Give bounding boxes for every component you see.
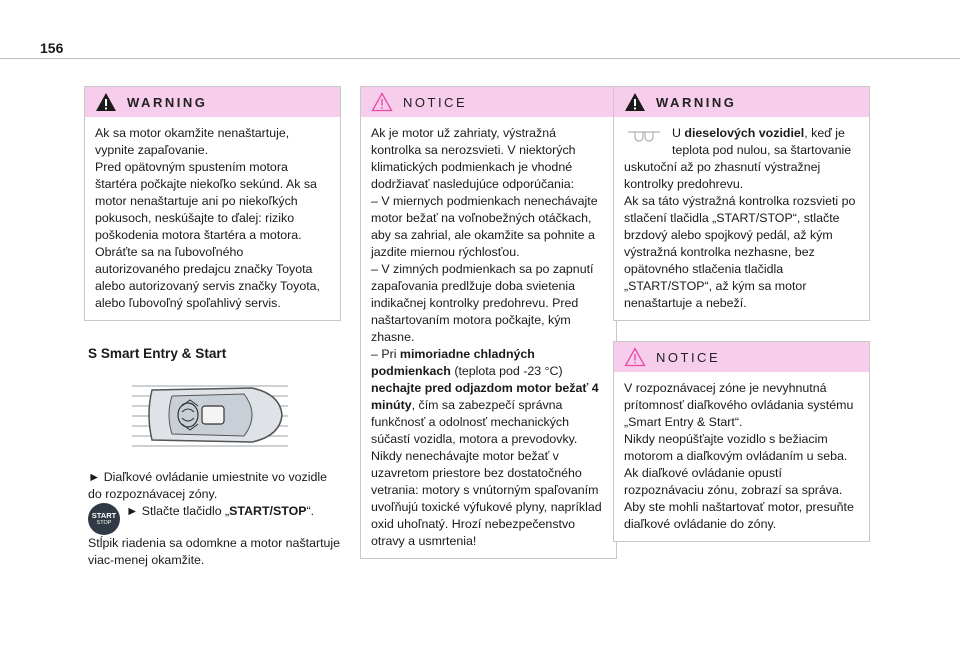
step-place-remote: ► Diaľkové ovládanie umiestnite vo vozidle do rozpoznávacej zóny. <box>88 470 328 501</box>
warning-header <box>85 87 340 117</box>
notice-triangle-icon <box>624 347 646 367</box>
warning-body <box>85 117 340 320</box>
notice-p5: Nikdy nenechávajte motor bežať v uzavretom priestore bez dostatočného vetrania: motory s vnútorným spaľovaním uvoľňujú toxické výfukové plyny, napríklad oxid uhoľnatý. Hrozí nebezpečenstvo otravy a usmrtenia! <box>371 449 602 548</box>
notice-box-remote <box>613 341 870 542</box>
warning-triangle-icon <box>95 92 117 112</box>
notice-header <box>361 87 616 117</box>
p4-e: , čím sa zabezpečí správna funkčnosť a odolnosť mechanických súčastí vozidla, motora a prevodovky. <box>371 398 578 446</box>
warning-box-diesel <box>613 86 870 321</box>
notice-header-remote <box>614 342 869 372</box>
step-press-button <box>88 503 341 535</box>
notice-title-remote: NOTICE <box>656 349 721 365</box>
diesel-p1-c: , keď je teplota pod nulou, sa štartovanie uskutoční až po zhasnutí výstražnej kontrolky predohrevu. <box>624 126 852 191</box>
diesel-p2: Ak sa táto výstražná kontrolka rozsvieti po stlačení tlačidla „START/STOP“, stlačte brzdový alebo spojkový pedál, až kým výstražná kontrolka nezhasne, bez opätovného stlačenia tlačidla „START/STOP“, až kým sa motor nenaštartuje a nebeží. <box>624 194 856 310</box>
warning-title-diesel: WARNING <box>656 94 737 110</box>
notice-p3: – V zimných podmienkach sa po zapnutí zapaľovania predlžuje doba svietenia indikačnej kontrolky predohrevu. Pred naštartovaním motora počkajte, kým zhasne. <box>371 262 594 344</box>
warning-header-diesel <box>614 87 869 117</box>
p4-b: mimoriadne chladných podmienkach <box>371 347 535 378</box>
glow-plug-icon <box>624 127 664 147</box>
warning-title: WARNING <box>127 94 208 110</box>
instructions <box>88 469 341 569</box>
diesel-p1-b: dieselových vozidiel <box>684 126 805 140</box>
column-right <box>613 86 870 542</box>
page-number: 156 <box>40 40 64 56</box>
diesel-p1-a: U <box>672 126 685 140</box>
p4-c: (teplota pod -23 °C) <box>450 364 563 378</box>
notice-title: NOTICE <box>403 94 468 110</box>
step2-suffix: “. <box>306 504 315 518</box>
warning-body-diesel <box>614 117 869 320</box>
notice-triangle-icon <box>371 92 393 112</box>
step2-bold: START/STOP <box>229 504 307 518</box>
notice-body <box>361 117 616 558</box>
after-text: Stĺpik riadenia sa odomkne a motor naštartuje viac-menej okamžite. <box>88 536 341 567</box>
notice-p2: – V miernych podmienkach nenechávajte motor bežať na voľnobežných otáčkach, aby sa zahrial, ale okamžite sa pohnite a jazdite miernou rýchlosťou. <box>371 194 598 259</box>
warning-text: Ak sa motor okamžite nenaštartuje, vypnite zapaľovanie. Pred opätovným spustením motora štartéra počkajte niekoľko sekúnd. Ak sa motor nenaštartuje ani po niekoľkých pokusoch, neskúšajte to ďalej: riziko poškodenia motora štartéra a motora. Obráťte sa na ľubovoľného autorizovaného predajcu značky Toyota alebo autorizovaný servis značky Toyota, alebo ľubovoľný spoľahlivý servis. <box>95 126 320 310</box>
p4-a: – Pri <box>371 347 400 361</box>
step-press-text <box>126 503 314 520</box>
car-top-view-illustration <box>132 376 288 454</box>
notice-p4 <box>371 346 606 448</box>
header-rule <box>0 58 960 59</box>
warning-triangle-icon <box>624 92 646 112</box>
step2-prefix: ► Stlačte tlačidlo „ <box>126 504 230 518</box>
start-label: START <box>91 511 117 520</box>
p4-d: nechajte pred odjazdom motor bežať 4 minúty <box>371 381 599 412</box>
notice-body-remote <box>614 372 869 541</box>
stop-label: STOP <box>96 520 112 526</box>
notice-remote-text: V rozpoznávacej zóne je nevyhnutná prítomnosť diaľkového ovládania systému „Smart Entry & Start“. Nikdy neopúšťajte vozidlo s bežiacim motorom a diaľkovým ovládaním u seba. Ak diaľkové ovládanie opustí rozpoznávaciu zónu, zobrazí sa správa. Aby ste mohli naštartovať motor, presuňte diaľkové ovládanie do zóny. <box>624 381 854 531</box>
notice-box <box>360 86 617 559</box>
column-middle <box>360 86 617 559</box>
start-stop-button-icon <box>88 503 120 535</box>
warning-box <box>84 86 341 321</box>
notice-p1: Ak je motor už zahriaty, výstražná kontrolka sa nerozsvieti. V niektorých klimatických podmienkach je vhodné dodržiavať nasledujúce odporúčania: <box>371 126 576 191</box>
section-title: S Smart Entry & Start <box>88 346 227 361</box>
column-left <box>84 86 341 569</box>
